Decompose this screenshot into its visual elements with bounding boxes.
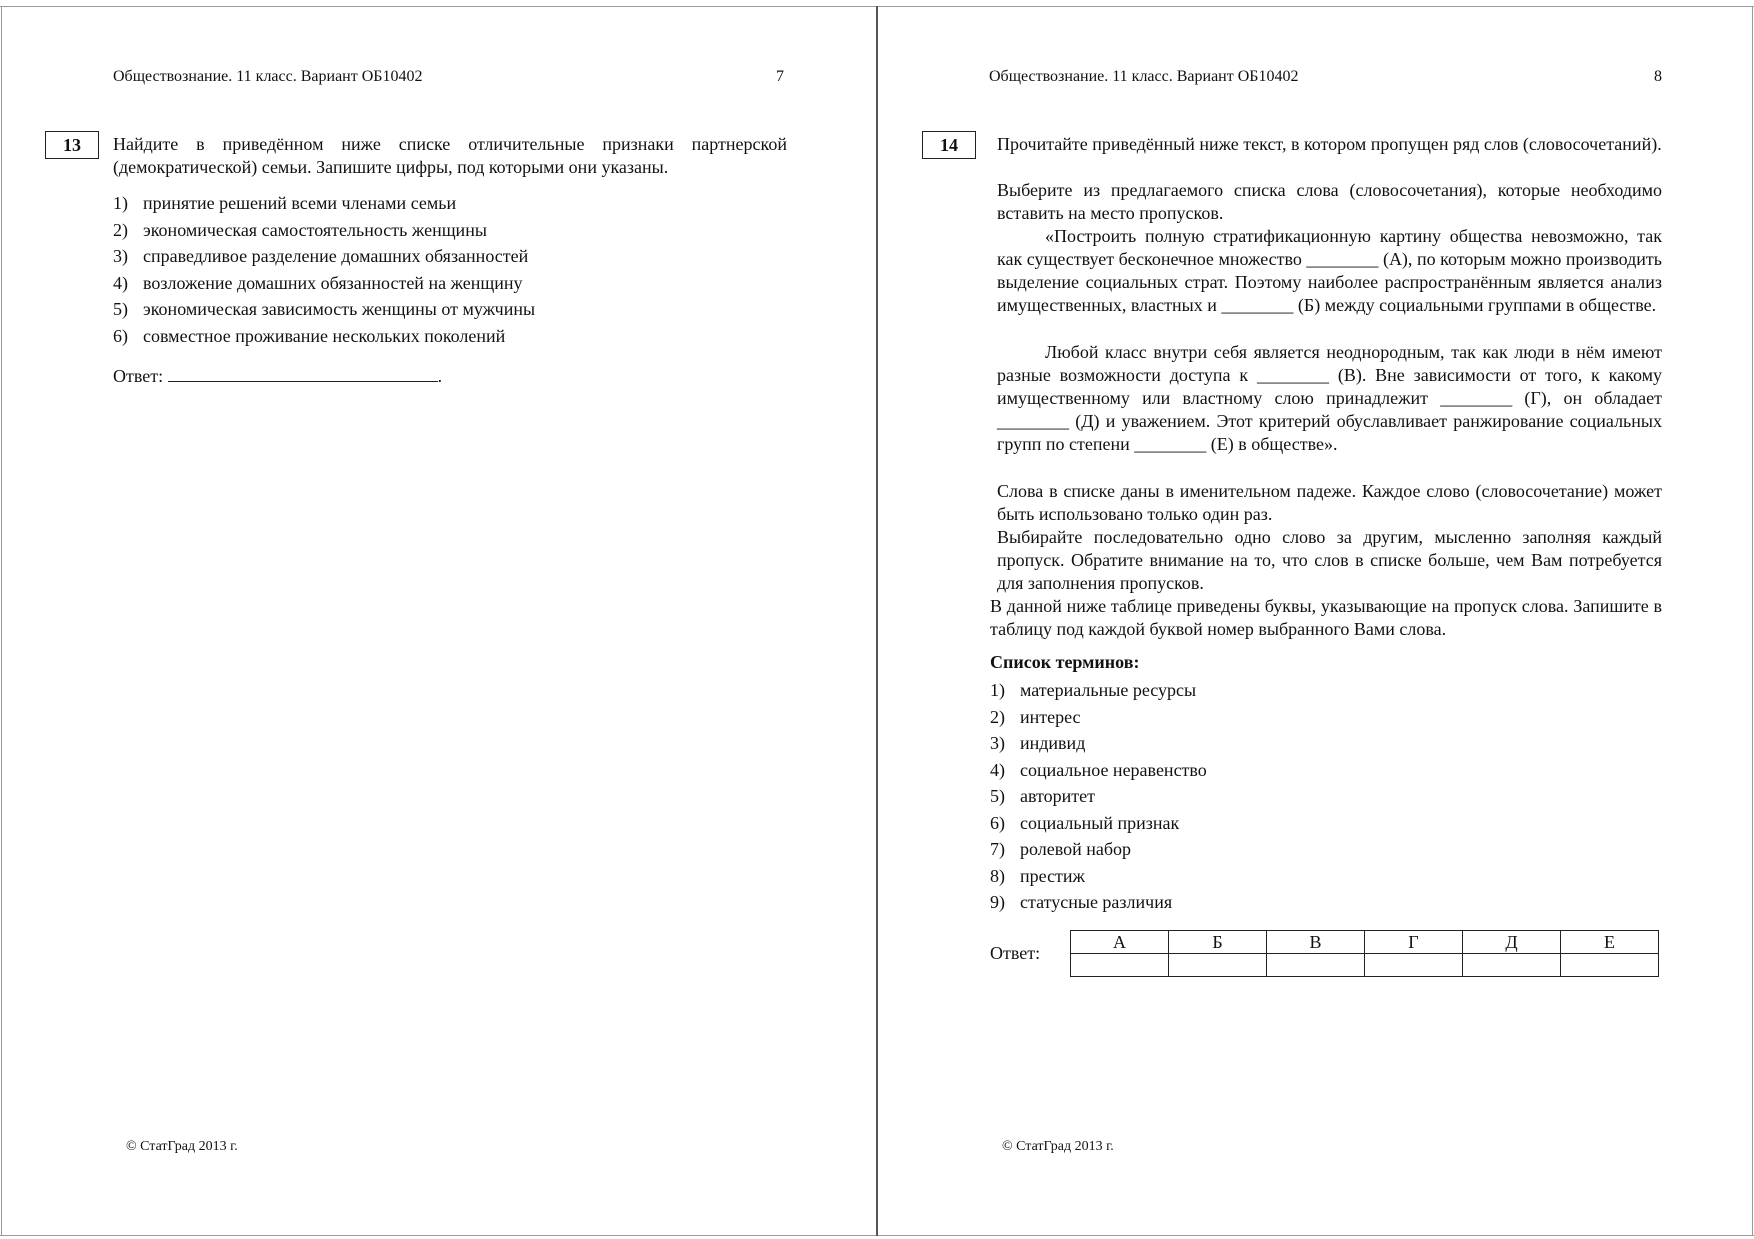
item-number: 2) — [113, 219, 128, 240]
answer-label: Ответ: — [990, 943, 1041, 963]
task-intro-2: Выберите из предлагаемого списка слова (словосочетания), которые необходимо вставить на место пропусков. — [997, 180, 1662, 223]
table-header-cell: Б — [1169, 931, 1267, 954]
list-item — [990, 757, 1590, 784]
item-number: 8) — [990, 865, 1005, 886]
answer-cell[interactable] — [1071, 954, 1169, 977]
item-number: 1) — [990, 680, 1005, 700]
item-number: 4) — [990, 759, 1005, 780]
left-page — [0, 0, 876, 1239]
instruction-3: В данной ниже таблице приведены буквы, указывающие на пропуск слова. Запишите в таблицу под каждой буквой номер выбранного Вами слова. — [990, 596, 1662, 639]
answer-line — [113, 365, 442, 387]
list-item — [990, 730, 1590, 757]
item-number: 4) — [113, 272, 128, 293]
list-item — [113, 243, 793, 270]
table-header-cell: В — [1267, 931, 1365, 954]
table-header-row — [1071, 931, 1659, 954]
item-text: авторитет — [1020, 786, 1096, 806]
list-item — [990, 836, 1590, 863]
list-item — [113, 217, 793, 244]
task-intro-1: Прочитайте приведённый ниже текст, в котором пропущен ряд слов (словосочетаний). — [997, 134, 1662, 154]
list-item — [113, 296, 793, 323]
item-text: социальное неравенство — [1020, 759, 1207, 780]
terms-list — [990, 677, 1590, 916]
item-text: совместное проживание нескольких поколений — [143, 325, 506, 346]
table-answer-row — [1071, 954, 1659, 977]
answer-cell[interactable] — [1463, 954, 1561, 977]
item-number: 6) — [113, 325, 128, 346]
footer-copyright: © СтатГрад 2013 г. — [1002, 1139, 1114, 1154]
answer-cell[interactable] — [1561, 954, 1659, 977]
item-text: ролевой набор — [1020, 839, 1132, 859]
passage-paragraph-2: Любой класс внутри себя является неоднородным, так как люди в нём имеют разные возможности доступа к ________ (В). Вне зависимости от того, к какому имущественному или властному слою принадлежит ________ (Г), он обладает ________ (Д) и уважением. Этот критерий обуславливает ранжирование социальных групп по степени ________ (Е) в обществе». — [997, 342, 1662, 454]
options-list — [113, 190, 793, 349]
list-item — [113, 323, 793, 350]
answer-cell[interactable] — [1267, 954, 1365, 977]
item-text: материальные ресурсы — [1020, 680, 1197, 700]
page-number: 7 — [776, 68, 784, 85]
item-text: возложение домашних обязанностей на женщину — [143, 272, 523, 293]
task-number-box: 14 — [922, 131, 976, 159]
item-number: 5) — [113, 299, 128, 319]
instruction-1: Слова в списке даны в именительном падеже. Каждое слово (словосочетание) может быть использовано только один раз. — [997, 481, 1662, 524]
footer-copyright: © СтатГрад 2013 г. — [126, 1139, 238, 1154]
answer-end: . — [437, 366, 443, 386]
running-title: Обществознание. 11 класс. Вариант ОБ10402 — [989, 68, 1299, 85]
item-number: 6) — [990, 812, 1005, 833]
running-title: Обществознание. 11 класс. Вариант ОБ10402 — [113, 68, 423, 85]
item-number: 3) — [990, 733, 1005, 753]
right-page — [878, 0, 1752, 1239]
list-item — [113, 190, 793, 217]
item-text: справедливое разделение домашних обязанностей — [143, 246, 529, 266]
terms-heading: Список терминов: — [990, 652, 1140, 672]
list-item — [990, 889, 1590, 916]
item-text: экономическая зависимость женщины от мужчины — [143, 299, 536, 319]
passage-paragraph-1: «Построить полную стратификационную картину общества невозможно, так как существует бесконечное множество ________ (А), по которым можно производить выделение социальных страт. Поэтому наиболее распространённым является анализ имущественных, властных и ________ (Б) между социальными группами в обществе. — [997, 226, 1662, 315]
item-text: социальный признак — [1020, 812, 1180, 833]
task-prompt: Найдите в приведённом ниже списке отличительные признаки партнерской (демократической) семьи. Запишите цифры, под которыми они указаны. — [113, 134, 787, 177]
page-number: 8 — [1654, 68, 1662, 85]
table-header-cell: Е — [1561, 931, 1659, 954]
item-text: интерес — [1020, 706, 1081, 727]
list-item — [990, 704, 1590, 731]
list-item — [990, 677, 1590, 704]
item-number: 3) — [113, 246, 128, 266]
item-number: 2) — [990, 706, 1005, 727]
answer-label: Ответ: — [113, 366, 164, 386]
item-number: 5) — [990, 786, 1005, 806]
instruction-2: Выбирайте последовательно одно слово за другим, мысленно заполняя каждый пропуск. Обратите внимание на то, что слов в списке больше, чем Вам потребуется для заполнения пропусков. — [997, 527, 1662, 593]
item-text: экономическая самостоятельность женщины — [143, 219, 487, 240]
table-header-cell: А — [1071, 931, 1169, 954]
answer-table — [1070, 930, 1659, 977]
table-header-cell: Д — [1463, 931, 1561, 954]
item-text: престиж — [1020, 865, 1085, 886]
item-text: принятие решений всеми членами семьи — [143, 193, 457, 213]
item-number: 9) — [990, 892, 1005, 912]
list-item — [990, 810, 1590, 837]
item-text: индивид — [1020, 733, 1086, 753]
item-text: статусные различия — [1020, 892, 1173, 912]
answer-cell[interactable] — [1169, 954, 1267, 977]
list-item — [113, 270, 793, 297]
answer-cell[interactable] — [1365, 954, 1463, 977]
answer-blank[interactable] — [168, 365, 438, 382]
list-item — [990, 783, 1590, 810]
list-item — [990, 863, 1590, 890]
table-header-cell: Г — [1365, 931, 1463, 954]
frame-border — [1752, 6, 1753, 1236]
task-number-box: 13 — [45, 131, 99, 159]
item-number: 7) — [990, 839, 1005, 859]
item-number: 1) — [113, 193, 128, 213]
